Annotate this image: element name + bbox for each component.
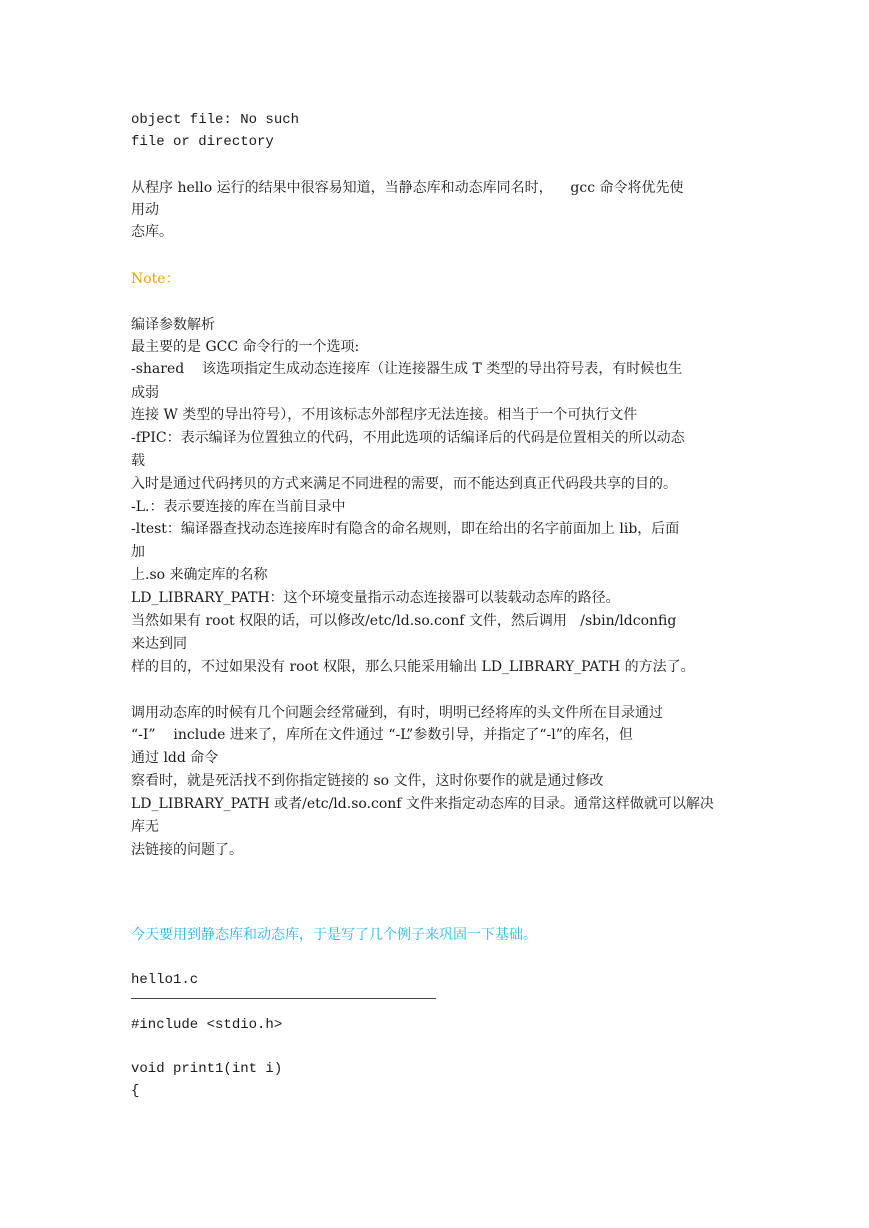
file-name: hello1.c bbox=[131, 972, 199, 988]
code-line: { bbox=[131, 1083, 140, 1099]
paragraph-line: 样的目的，不过如果没有 root 权限，那么只能采用输出 LD_LIBRARY_PATH 的方法了。 bbox=[131, 659, 695, 675]
paragraph-line: 从程序 hello 运行的结果中很容易知道，当静态库和动态库同名时， gcc 命令将优先使 bbox=[131, 180, 684, 196]
paragraph-line: 上.so 来确定库的名称 bbox=[131, 567, 268, 583]
paragraph-line: 最主要的是 GCC 命令行的一个选项: bbox=[131, 339, 360, 355]
paragraph-line: 态库。 bbox=[131, 224, 173, 240]
code-line: #include <stdio.h> bbox=[131, 1017, 283, 1033]
paragraph-line: LD_LIBRARY_PATH 或者/etc/ld.so.conf 文件来指定动态库的目录。通常这样做就可以解决 bbox=[131, 796, 714, 812]
separator-rule bbox=[131, 998, 436, 999]
paragraph-line: -fPIC：表示编译为位置独立的代码，不用此选项的话编译后的代码是位置相关的所以动态 bbox=[131, 430, 685, 446]
error-line: file or directory bbox=[131, 134, 274, 150]
paragraph-line: 法链接的问题了。 bbox=[131, 842, 243, 858]
error-line: object file: No such bbox=[131, 112, 300, 128]
paragraph-line: 库无 bbox=[131, 819, 159, 835]
paragraph-line: 调用动态库的时候有几个问题会经常碰到，有时，明明已经将库的头文件所在目录通过 bbox=[131, 705, 663, 721]
code-line: void print1(int i) bbox=[131, 1061, 283, 1077]
paragraph-line: 察看时，就是死活找不到你指定链接的 so 文件，这时你要作的就是通过修改 bbox=[131, 773, 604, 789]
note-label: Note： bbox=[131, 271, 180, 287]
paragraph-line: 连接 W 类型的导出符号），不用该标志外部程序无法连接。相当于一个可执行文件 bbox=[131, 407, 638, 423]
paragraph-line: “-I” include 进来了，库所在文件通过 “-L”参数引导，并指定了“-l”的库名，但 bbox=[131, 727, 633, 743]
paragraph-line: 当然如果有 root 权限的话，可以修改/etc/ld.so.conf 文件，然后调用 /sbin/ldconfig bbox=[131, 613, 677, 629]
paragraph-line: -ltest：编译器查找动态连接库时有隐含的命名规则，即在给出的名字前面加上 lib，后面 bbox=[131, 521, 680, 537]
paragraph-line: 用动 bbox=[131, 202, 159, 218]
paragraph-line: -shared 该选项指定生成动态连接库（让连接器生成 T 类型的导出符号表，有时候也生 bbox=[131, 361, 683, 377]
paragraph-line: -L.：表示要连接的库在当前目录中 bbox=[131, 499, 346, 515]
paragraph-line: 通过 ldd 命令 bbox=[131, 750, 219, 766]
highlighted-intro: 今天要用到静态库和动态库，于是写了几个例子来巩固一下基础。 bbox=[131, 927, 537, 943]
paragraph-line: 载 bbox=[131, 453, 145, 469]
paragraph-line: 成弱 bbox=[131, 385, 159, 401]
paragraph-line: 入时是通过代码拷贝的方式来满足不同进程的需要，而不能达到真正代码段共享的目的。 bbox=[131, 476, 677, 492]
paragraph-line: 加 bbox=[131, 544, 145, 560]
paragraph-line: 来达到同 bbox=[131, 636, 187, 652]
paragraph-line: LD_LIBRARY_PATH：这个环境变量指示动态连接器可以装载动态库的路径。 bbox=[131, 590, 620, 606]
section-heading: 编译参数解析 bbox=[131, 317, 215, 333]
